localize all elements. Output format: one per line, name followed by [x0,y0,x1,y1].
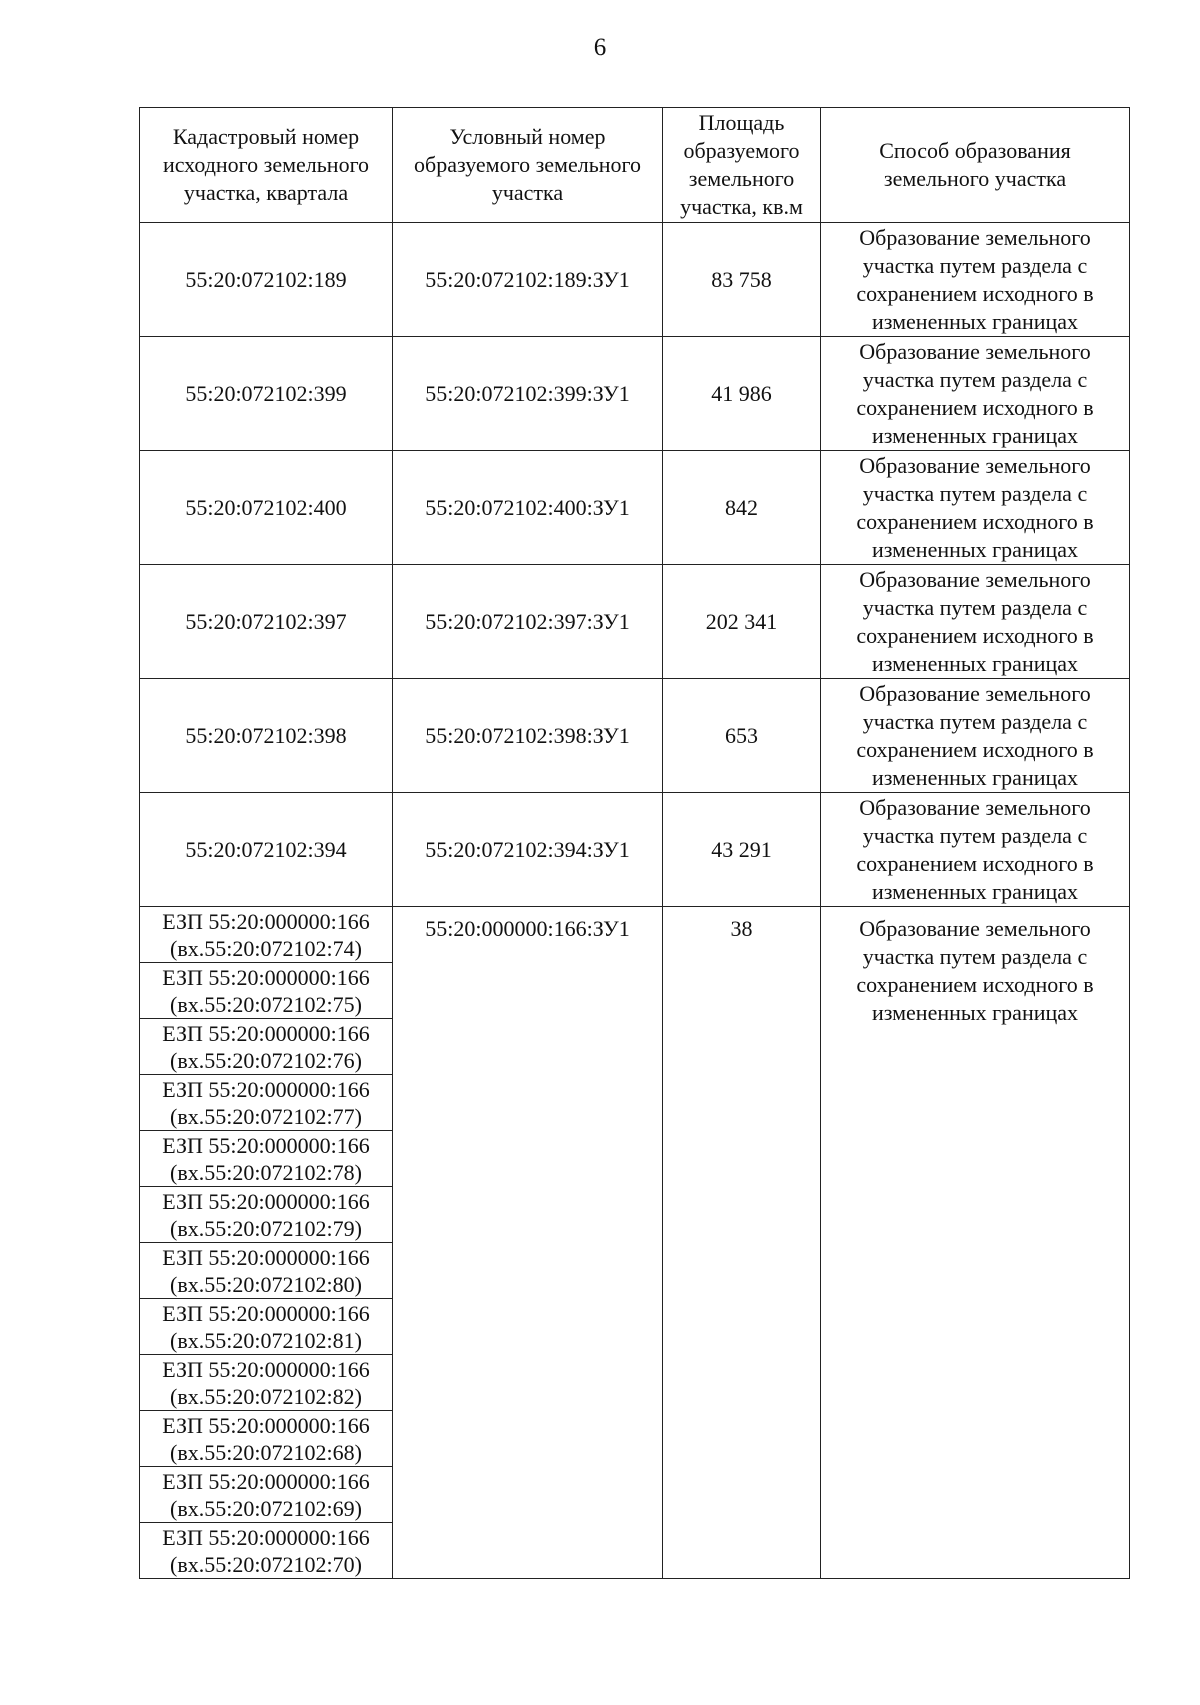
method-cell: Образование земельного участка путем раздела с сохранением исходного в измененных границах [821,907,1130,1579]
ezp-included-number: (вх.55:20:072102:77) [170,1103,362,1129]
ezp-number: ЕЗП 55:20:000000:166 [162,1524,370,1550]
ezp-number: ЕЗП 55:20:000000:166 [162,1076,370,1102]
ezp-number: ЕЗП 55:20:000000:166 [162,1468,370,1494]
conditional-number-cell: 55:20:072102:400:ЗУ1 [393,451,663,565]
header-area: Площадь образуемого земельного участка, кв.м [663,108,821,223]
source-cadastral-cell: 55:20:072102:394 [140,793,393,907]
source-cadastral-cell: 55:20:072102:399 [140,337,393,451]
ezp-included-number: (вх.55:20:072102:81) [170,1327,362,1353]
ezp-number: ЕЗП 55:20:000000:166 [162,1356,370,1382]
source-cadastral-cell: 55:20:072102:398 [140,679,393,793]
method-cell: Образование земельного участка путем раздела с сохранением исходного в измененных границах [821,337,1130,451]
ezp-included-number: (вх.55:20:072102:76) [170,1047,362,1073]
table-row [140,793,1130,907]
ezp-included-number: (вх.55:20:072102:70) [170,1551,362,1577]
ezp-included-number: (вх.55:20:072102:75) [170,991,362,1017]
ezp-number: ЕЗП 55:20:000000:166 [162,1300,370,1326]
ezp-source-cell [140,1355,393,1411]
ezp-source-cell [140,1523,393,1579]
ezp-included-number: (вх.55:20:072102:79) [170,1215,362,1241]
conditional-number-cell: 55:20:072102:398:ЗУ1 [393,679,663,793]
area-cell: 202 341 [663,565,821,679]
area-cell: 83 758 [663,223,821,337]
ezp-included-number: (вх.55:20:072102:74) [170,935,362,961]
method-cell: Образование земельного участка путем раздела с сохранением исходного в измененных границах [821,679,1130,793]
method-cell: Образование земельного участка путем раздела с сохранением исходного в измененных границах [821,793,1130,907]
table-row [140,337,1130,451]
area-cell: 653 [663,679,821,793]
ezp-included-number: (вх.55:20:072102:69) [170,1495,362,1521]
header-source-cadastral: Кадастровый номер исходного земельного участка, квартала [140,108,393,223]
conditional-number-cell: 55:20:072102:397:ЗУ1 [393,565,663,679]
source-cadastral-cell: 55:20:072102:189 [140,223,393,337]
ezp-number: ЕЗП 55:20:000000:166 [162,1132,370,1158]
ezp-source-cell [140,1187,393,1243]
ezp-source-cell [140,907,393,963]
area-cell: 38 [663,907,821,1579]
table-row [140,223,1130,337]
ezp-number: ЕЗП 55:20:000000:166 [162,964,370,990]
table-row [140,679,1130,793]
area-cell: 41 986 [663,337,821,451]
ezp-source-cell [140,1131,393,1187]
method-cell: Образование земельного участка путем раздела с сохранением исходного в измененных границах [821,451,1130,565]
header-row [140,108,1130,223]
ezp-source-cell [140,1019,393,1075]
table-row [140,451,1130,565]
ezp-number: ЕЗП 55:20:000000:166 [162,1244,370,1270]
conditional-number-cell: 55:20:072102:399:ЗУ1 [393,337,663,451]
method-cell: Образование земельного участка путем раздела с сохранением исходного в измененных границах [821,565,1130,679]
page-number: 6 [593,34,607,61]
ezp-source-cell [140,1299,393,1355]
header-method: Способ образования земельного участка [821,108,1130,223]
ezp-number: ЕЗП 55:20:000000:166 [162,1020,370,1046]
method-cell: Образование земельного участка путем раздела с сохранением исходного в измененных границах [821,223,1130,337]
source-cadastral-cell: 55:20:072102:397 [140,565,393,679]
table-row [140,907,1130,963]
ezp-included-number: (вх.55:20:072102:82) [170,1383,362,1409]
ezp-source-cell [140,963,393,1019]
ezp-included-number: (вх.55:20:072102:80) [170,1271,362,1297]
conditional-number-cell: 55:20:072102:189:ЗУ1 [393,223,663,337]
ezp-source-cell [140,1467,393,1523]
ezp-included-number: (вх.55:20:072102:68) [170,1439,362,1465]
header-conditional-number: Условный номер образуемого земельного участка [393,108,663,223]
conditional-number-cell: 55:20:072102:394:ЗУ1 [393,793,663,907]
ezp-included-number: (вх.55:20:072102:78) [170,1159,362,1185]
land-plots-table [139,107,1130,1579]
source-cadastral-cell: 55:20:072102:400 [140,451,393,565]
table-row [140,565,1130,679]
ezp-number: ЕЗП 55:20:000000:166 [162,908,370,934]
ezp-number: ЕЗП 55:20:000000:166 [162,1188,370,1214]
ezp-number: ЕЗП 55:20:000000:166 [162,1412,370,1438]
ezp-source-cell [140,1411,393,1467]
conditional-number-cell: 55:20:000000:166:ЗУ1 [393,907,663,1579]
ezp-source-cell [140,1243,393,1299]
area-cell: 842 [663,451,821,565]
area-cell: 43 291 [663,793,821,907]
ezp-source-cell [140,1075,393,1131]
